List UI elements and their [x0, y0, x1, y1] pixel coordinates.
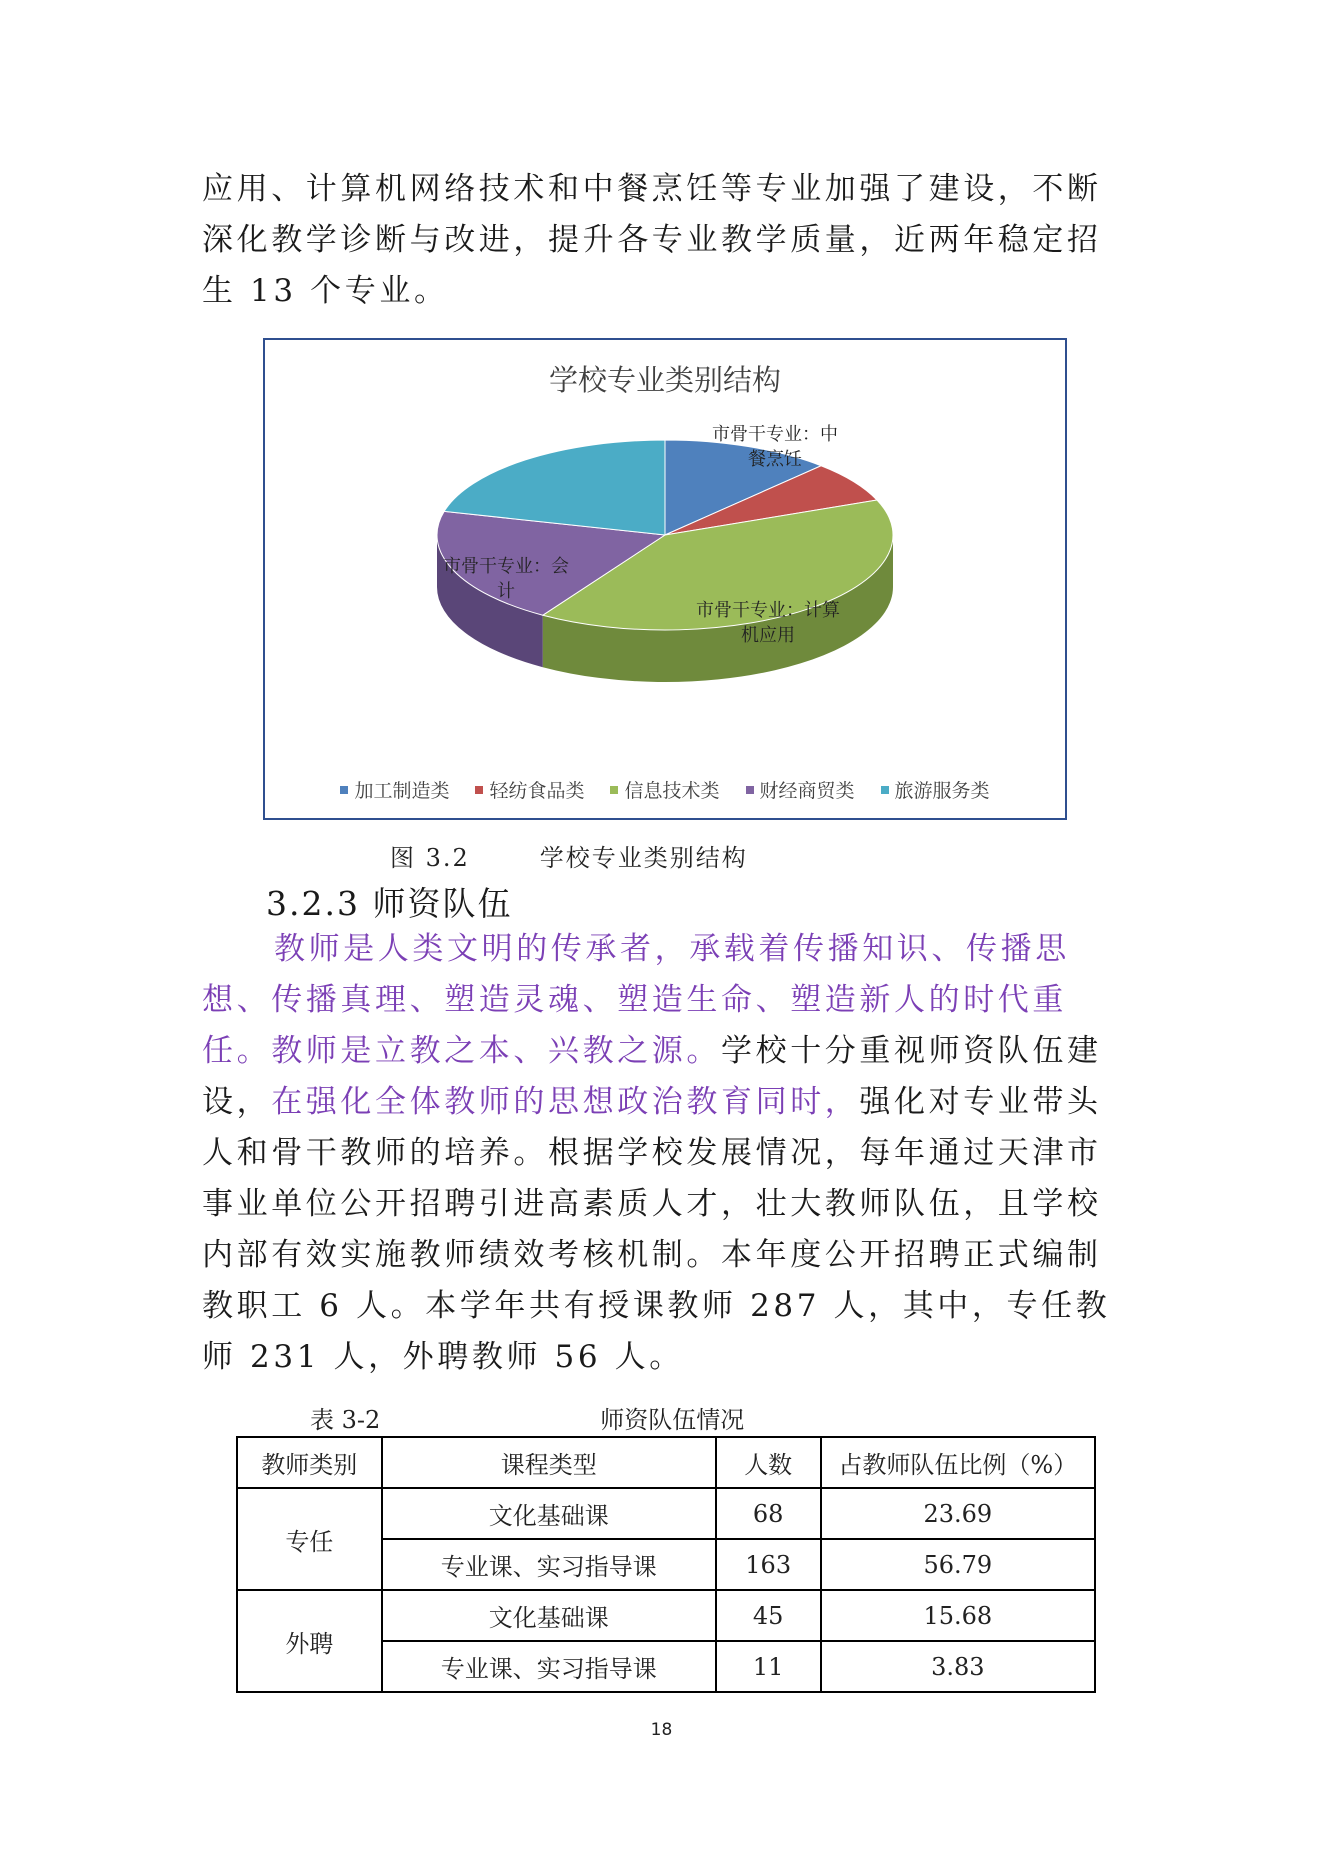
legend-label: 加工制造类 — [354, 780, 450, 802]
legend-swatch — [881, 786, 889, 794]
page-number: 18 — [650, 1720, 673, 1740]
table-caption — [310, 1400, 744, 1435]
figure-title: 学校专业类别结构 — [539, 844, 748, 872]
legend-item — [881, 776, 990, 803]
legend-item — [746, 776, 855, 803]
highlight-text: 教师是人类文明的传承者，承载着传播知识、传播思想、传播真理、塑造灵魂、塑造生命、塑造新人的时代重任。教师是立教之本、兴教之源。 — [202, 931, 1070, 1069]
table-row — [237, 1590, 1095, 1641]
count-cell: 163 — [716, 1539, 821, 1590]
slice-label-3: 市骨干专业：会计 — [443, 556, 569, 602]
ratio-cell: 15.68 — [821, 1590, 1095, 1641]
body-paragraph — [202, 924, 1134, 1383]
table-number: 表 3-2 — [310, 1406, 381, 1434]
table-title: 师资队伍情况 — [600, 1406, 745, 1434]
count-cell: 45 — [716, 1590, 821, 1641]
section-heading: 3.2.3 师资队伍 — [266, 884, 513, 923]
figure-caption — [390, 838, 748, 873]
table-row — [237, 1488, 1095, 1539]
legend-item — [340, 776, 449, 803]
figure-number: 图 3.2 — [390, 844, 470, 872]
course-cell: 专业课、实习指导课 — [382, 1539, 716, 1590]
count-cell: 11 — [716, 1641, 821, 1692]
header-cell: 占教师队伍比例（%） — [821, 1437, 1095, 1488]
course-cell: 文化基础课 — [382, 1488, 716, 1539]
highlight-text: 在强化全体教师的思想政治教育同时， — [271, 1084, 860, 1120]
legend-swatch — [746, 786, 754, 794]
header-cell: 课程类型 — [382, 1437, 716, 1488]
chart-legend — [265, 776, 1065, 803]
ratio-cell: 3.83 — [821, 1641, 1095, 1692]
course-cell: 文化基础课 — [382, 1590, 716, 1641]
category-cell: 专任 — [237, 1488, 382, 1590]
header-cell: 人数 — [716, 1437, 821, 1488]
legend-item — [475, 776, 584, 803]
table-header-row — [237, 1437, 1095, 1488]
header-cell: 教师类别 — [237, 1437, 382, 1488]
body-text: 强化对专业带头人和骨干教师的培养。根据学校发展情况，每年通过天津市事业单位公开招聘引进高素质人才，壮大教师队伍，且学校内部有效实施教师绩效考核机制。本年度公开招聘正式编制教职工 6 人。本学年共有授课教师 287 人，其中，专任教师 231 人，外聘教师 56 人。 — [202, 1084, 1111, 1375]
legend-label: 财经商贸类 — [759, 780, 855, 802]
body-text: 学校十分重视师资队伍建设， — [202, 1033, 1102, 1120]
legend-label: 信息技术类 — [624, 780, 720, 802]
legend-label: 旅游服务类 — [894, 780, 990, 802]
slice-label-0: 市骨干专业：中餐烹饪 — [712, 424, 838, 470]
category-cell: 外聘 — [237, 1590, 382, 1692]
legend-label: 轻纺食品类 — [489, 780, 585, 802]
pie-chart-canvas — [265, 340, 1065, 818]
count-cell: 68 — [716, 1488, 821, 1539]
legend-swatch — [475, 786, 483, 794]
slice-label-2: 市骨干专业：计算机应用 — [696, 600, 840, 646]
legend-swatch — [340, 786, 348, 794]
ratio-cell: 56.79 — [821, 1539, 1095, 1590]
chart-title: 学校专业类别结构 — [548, 363, 781, 397]
staff-table — [236, 1436, 1096, 1693]
intro-paragraph: 应用、计算机网络技术和中餐烹饪等专业加强了建设，不断深化教学诊断与改进，提升各专业教学质量，近两年稳定招生 13 个专业。 — [202, 171, 1102, 309]
legend-swatch — [610, 786, 618, 794]
legend-item — [610, 776, 719, 803]
pie-chart — [263, 338, 1067, 820]
course-cell: 专业课、实习指导课 — [382, 1641, 716, 1692]
ratio-cell: 23.69 — [821, 1488, 1095, 1539]
